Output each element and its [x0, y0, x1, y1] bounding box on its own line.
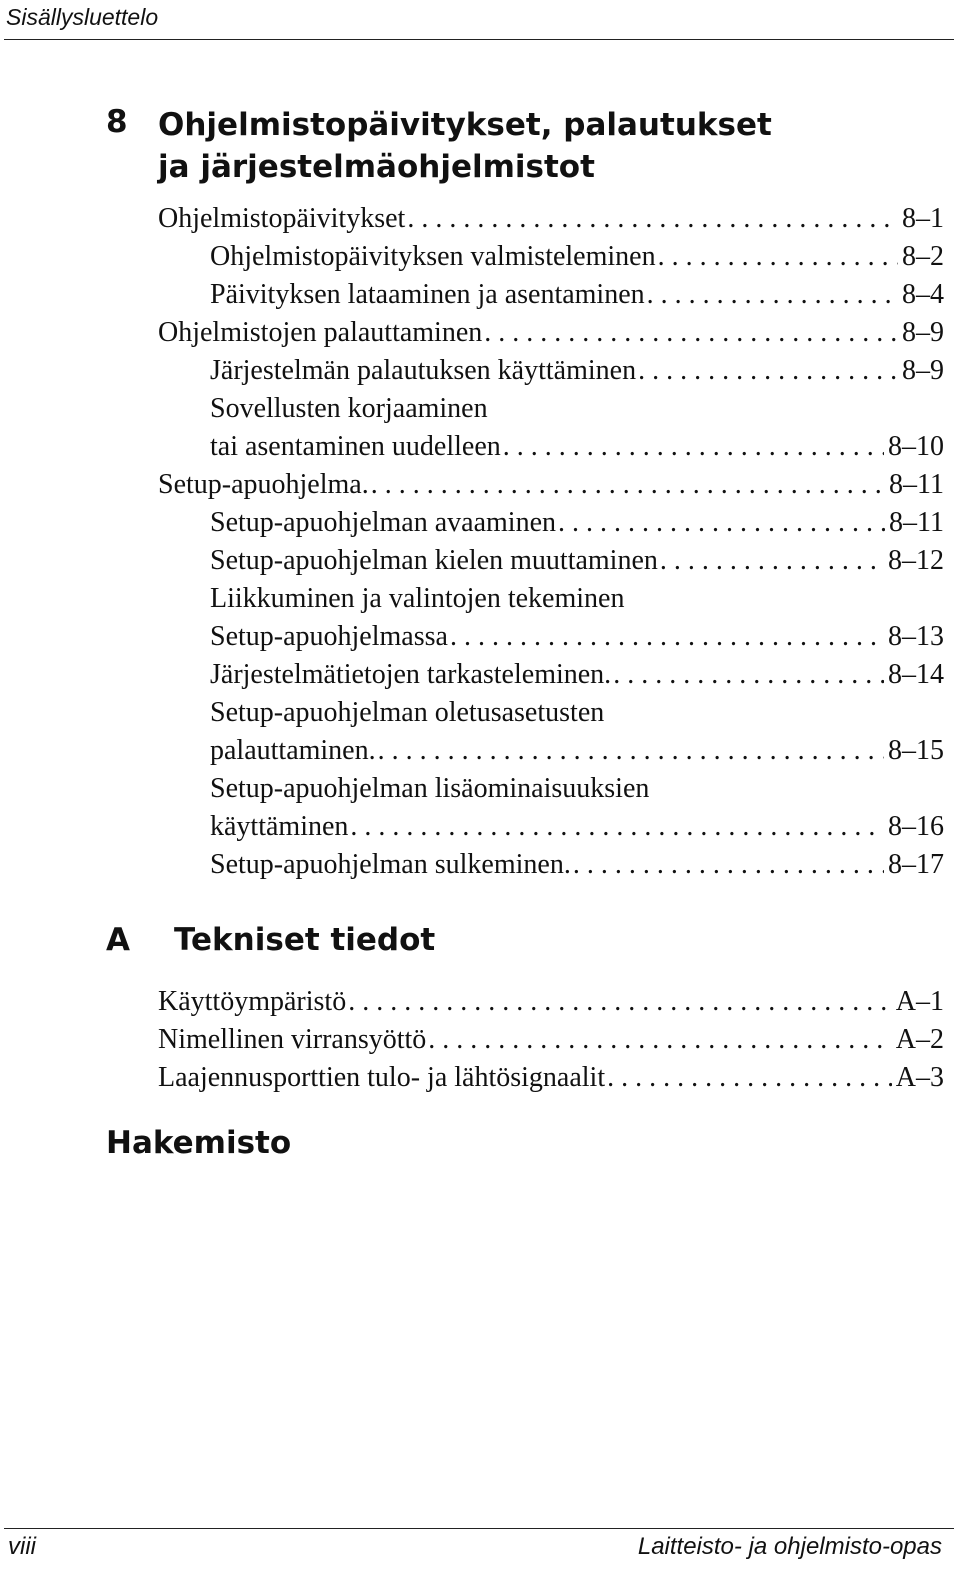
- toc-entry-page: A–1: [895, 986, 944, 1017]
- toc-entry-title: käyttäminen: [210, 811, 349, 842]
- toc-entry[interactable]: [158, 466, 944, 504]
- toc-entry-title: Sovellusten korjaaminen: [210, 393, 488, 424]
- toc-entry[interactable]: [210, 846, 944, 884]
- appendix-letter: A: [106, 922, 130, 958]
- toc-entry-page: 8–2: [902, 241, 944, 272]
- toc-entry[interactable]: [210, 656, 944, 694]
- dot-leader: [647, 276, 898, 314]
- chapter-title-line-2: ja järjestelmäohjelmistot: [158, 149, 595, 185]
- chapter-number: 8: [106, 104, 128, 140]
- running-head: Sisällysluettelo: [6, 4, 159, 30]
- dot-leader: [638, 352, 898, 390]
- toc-entry-title: Päivityksen lataaminen ja asentaminen: [210, 279, 645, 310]
- toc-entry-title: Setup-apuohjelmassa: [210, 621, 448, 652]
- dot-leader: [428, 1021, 891, 1059]
- toc-entry-page: 8–9: [902, 355, 944, 386]
- chapter-title-line-1: Ohjelmistopäivitykset, palautukset: [158, 107, 772, 143]
- toc-entry[interactable]: [210, 352, 944, 390]
- toc-entry[interactable]: [210, 428, 944, 466]
- toc-entry: [210, 580, 944, 618]
- index-heading[interactable]: Hakemisto: [106, 1125, 292, 1161]
- toc-entry-page: 8–10: [888, 431, 944, 462]
- dot-leader: [658, 238, 898, 276]
- toc-entry[interactable]: [158, 314, 944, 352]
- toc-entry[interactable]: [210, 276, 944, 314]
- page-folio: viii: [8, 1533, 36, 1560]
- toc-entry-page: 8–15: [888, 735, 944, 766]
- toc-entry-title: Järjestelmätietojen tarkasteleminen.: [210, 659, 612, 690]
- toc-entry-title: Setup-apuohjelma.: [158, 469, 369, 500]
- dot-leader: [558, 504, 885, 542]
- toc-entry[interactable]: [210, 618, 944, 656]
- toc-entry: [210, 770, 944, 808]
- toc-entry-page: 8–4: [902, 279, 944, 310]
- toc-entry-page: A–3: [895, 1062, 944, 1093]
- toc-entry-title: Ohjelmistojen palauttaminen: [158, 317, 483, 348]
- toc-entry-page: 8–14: [888, 659, 944, 690]
- dot-leader: [407, 200, 898, 238]
- dot-leader: [607, 1059, 892, 1097]
- header-rule: [4, 39, 954, 40]
- toc-entry-title: Laajennusporttien tulo- ja lähtösignaalit: [158, 1062, 606, 1093]
- toc-entry-title: palauttaminen.: [210, 735, 376, 766]
- toc-entry-title: Ohjelmistopäivitykset: [158, 203, 406, 234]
- toc-entry[interactable]: [158, 983, 944, 1021]
- toc-entry-title: Ohjelmistopäivityksen valmisteleminen: [210, 241, 656, 272]
- dot-leader: [348, 983, 892, 1021]
- toc-entry[interactable]: [210, 808, 944, 846]
- toc-entry: [210, 694, 944, 732]
- toc-entry-title: Setup-apuohjelman lisäominaisuuksien: [210, 773, 650, 804]
- toc-entry-title: Liikkuminen ja valintojen tekeminen: [210, 583, 625, 614]
- toc-entry[interactable]: [210, 732, 944, 770]
- toc-entry-page: 8–13: [888, 621, 944, 652]
- toc-entry-page: 8–9: [902, 317, 944, 348]
- toc-entry-page: 8–11: [889, 507, 944, 538]
- toc-entry[interactable]: [158, 1059, 944, 1097]
- dot-leader: [450, 618, 884, 656]
- toc-entry[interactable]: [210, 504, 944, 542]
- toc-entry-title: tai asentaminen uudelleen: [210, 431, 501, 462]
- toc-entry[interactable]: [210, 238, 944, 276]
- toc-entry-page: 8–1: [902, 203, 944, 234]
- dot-leader: [350, 808, 884, 846]
- toc-entry-title: Setup-apuohjelman sulkeminen.: [210, 849, 571, 880]
- book-title: Laitteisto- ja ohjelmisto-opas: [637, 1533, 942, 1560]
- toc-entry: [210, 390, 944, 428]
- toc-entry-page: 8–12: [888, 545, 944, 576]
- dot-leader: [573, 846, 884, 884]
- toc-entry-page: A–2: [895, 1024, 944, 1055]
- dot-leader: [503, 428, 884, 466]
- toc-entry-title: Setup-apuohjelman kielen muuttaminen: [210, 545, 658, 576]
- toc-entry[interactable]: [158, 200, 944, 238]
- dot-leader: [613, 656, 884, 694]
- toc-entry-title: Setup-apuohjelman oletusasetusten: [210, 697, 605, 728]
- toc-entry-page: 8–16: [888, 811, 944, 842]
- dot-leader: [484, 314, 898, 352]
- toc-entry-title: Käyttöympäristö: [158, 986, 347, 1017]
- toc-entry[interactable]: [210, 542, 944, 580]
- toc-entry-title: Nimellinen virransyöttö: [158, 1024, 427, 1055]
- toc-entry-page: 8–11: [889, 469, 944, 500]
- toc-entry-page: 8–17: [888, 849, 944, 880]
- footer-rule: [4, 1528, 954, 1529]
- toc-entry-title: Setup-apuohjelman avaaminen: [210, 507, 556, 538]
- dot-leader: [371, 466, 885, 504]
- dot-leader: [378, 732, 884, 770]
- toc-entry-title: Järjestelmän palautuksen käyttäminen: [210, 355, 637, 386]
- appendix-title: Tekniset tiedot: [174, 922, 436, 958]
- toc-entry[interactable]: [158, 1021, 944, 1059]
- dot-leader: [660, 542, 884, 580]
- chapter-title: [158, 104, 918, 188]
